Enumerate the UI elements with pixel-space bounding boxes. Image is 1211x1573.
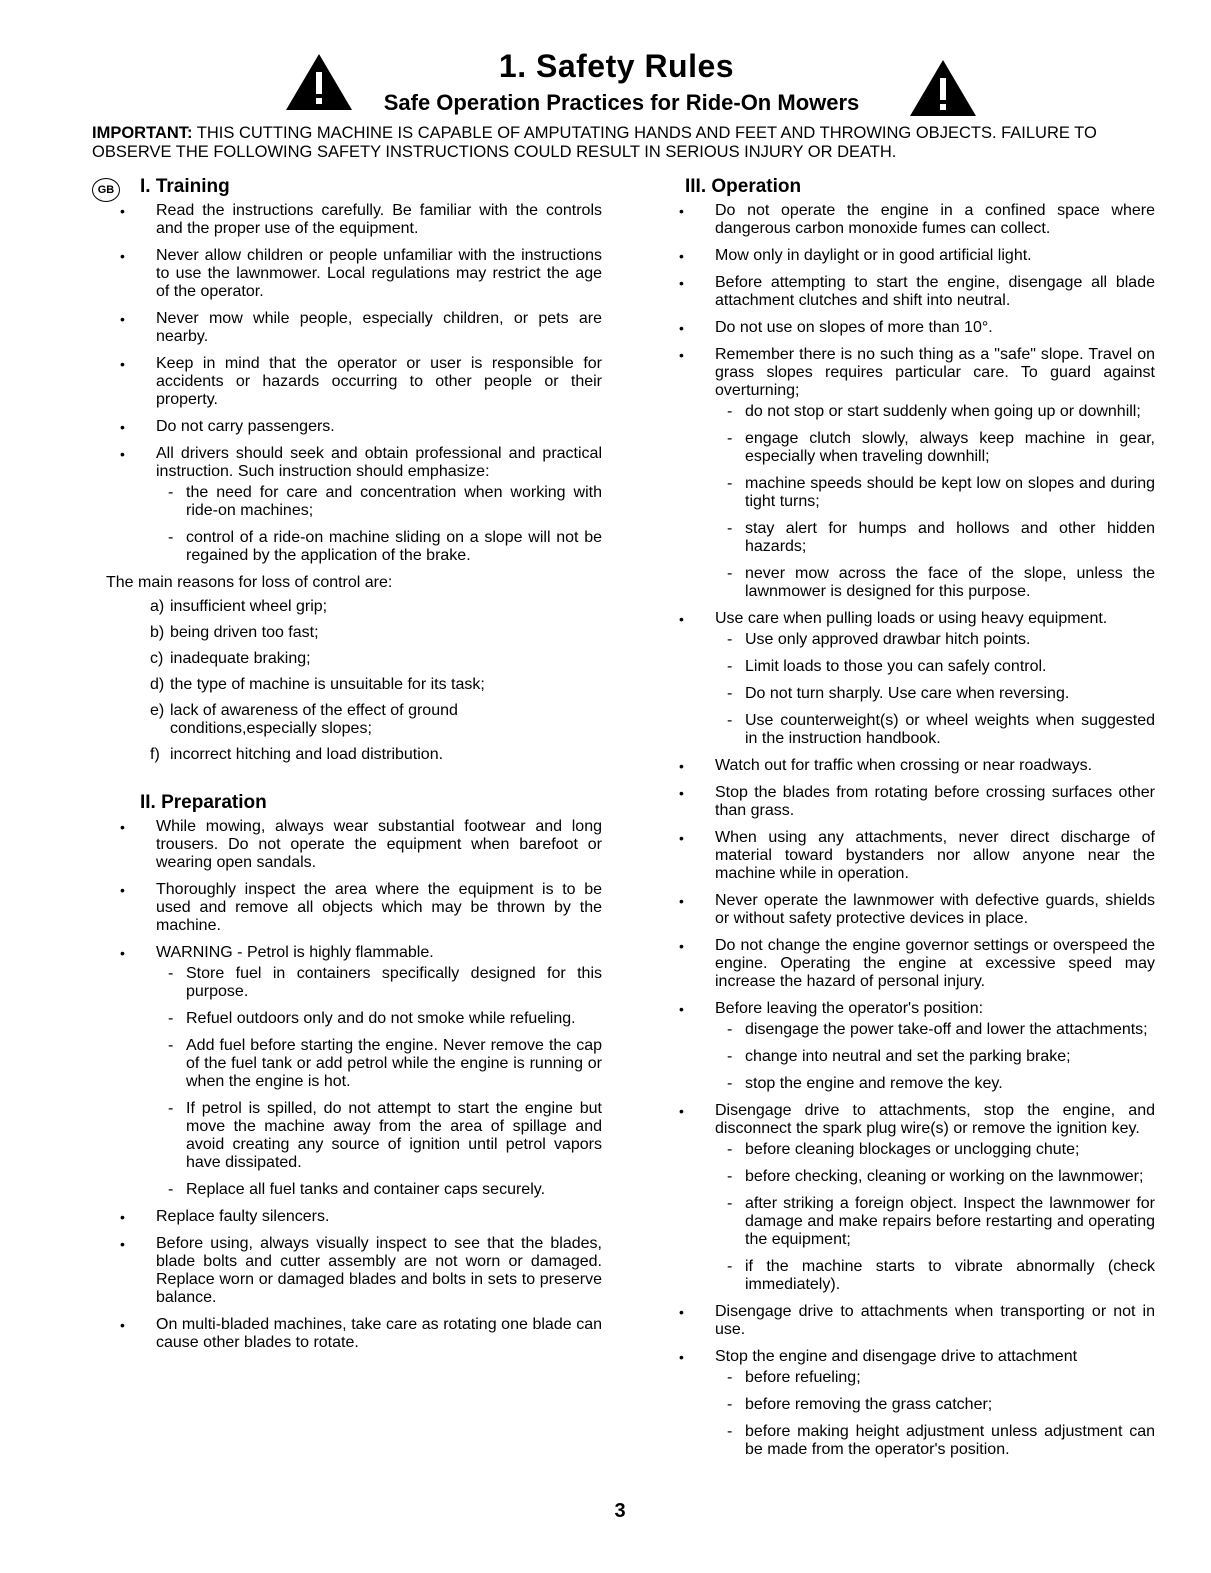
sub-list-item: - Store fuel in containers specifically designed for this purpose. xyxy=(156,965,602,1001)
sub-list-item: - before refueling; xyxy=(715,1369,1155,1387)
list-item: • While mowing, always wear substantial footwear and long trousers. Do not operate the equipment when barefoot or wearing open sandals. xyxy=(118,818,602,872)
sub-list-item: - the need for care and concentration when working with ride-on machines; xyxy=(156,484,602,520)
list-item xyxy=(150,598,602,616)
sub-list-item: - stay alert for humps and hollows and other hidden hazards; xyxy=(715,520,1155,556)
list-item: • Never operate the lawnmower with defective guards, shields or without safety protective devices in place. xyxy=(677,892,1155,928)
item-label: d) xyxy=(150,676,165,693)
sub-list-item: - disengage the power take-off and lower the attachments; xyxy=(715,1021,1155,1039)
right-column xyxy=(677,178,1155,1468)
sub-list-item: - change into neutral and set the parking brake; xyxy=(715,1048,1155,1066)
list-item-text: WARNING - Petrol is highly flammable. xyxy=(156,944,434,961)
list-item: • Never allow children or people unfamiliar with the instructions to use the lawnmower. Local regulations may restrict the age of the operator. xyxy=(118,247,602,301)
list-item xyxy=(677,1348,1155,1459)
list-item xyxy=(677,1102,1155,1294)
list-item xyxy=(677,610,1155,748)
petrol-sublist xyxy=(156,965,602,1199)
list-item: • Watch out for traffic when crossing or near roadways. xyxy=(677,757,1155,775)
important-notice xyxy=(92,124,1162,162)
list-item: • Do not carry passengers. xyxy=(118,418,602,436)
sub-list-item: - Limit loads to those you can safely control. xyxy=(715,658,1155,676)
list-item: • Before using, always visually inspect to see that the blades, blade bolts and cutter assembly are not worn or damaged. Replace worn or damaged blades and bolts in sets to preserve balance. xyxy=(118,1235,602,1307)
reasons-intro: The main reasons for loss of control are: xyxy=(106,574,393,591)
sub-list-item: - if the machine starts to vibrate abnormally (check immediately). xyxy=(715,1258,1155,1294)
list-item-text: All drivers should seek and obtain professional and practical instruction. Such instruction should emphasize: xyxy=(156,445,602,480)
sub-list-item: - before checking, cleaning or working on the lawnmower; xyxy=(715,1168,1155,1186)
sub-list-item: - after striking a foreign object. Inspect the lawnmower for damage and make repairs before restarting and operating the equipment; xyxy=(715,1195,1155,1249)
list-item xyxy=(677,346,1155,601)
list-item: • Read the instructions carefully. Be familiar with the controls and the proper use of the equipment. xyxy=(118,202,602,238)
sub-list-item: - Do not turn sharply. Use care when reversing. xyxy=(715,685,1155,703)
sub-list-item: - before removing the grass catcher; xyxy=(715,1396,1155,1414)
sub-list-item: - before cleaning blockages or unclogging chute; xyxy=(715,1141,1155,1159)
stop-engine-sublist xyxy=(715,1369,1155,1459)
sub-list-item: - Use counterweight(s) or wheel weights when suggested in the instruction handbook. xyxy=(715,712,1155,748)
sub-list-item: - machine speeds should be kept low on slopes and during tight turns; xyxy=(715,475,1155,511)
list-item-text: Disengage drive to attachments, stop the engine, and disconnect the spark plug wire(s) or remove the ignition key. xyxy=(715,1102,1155,1137)
important-label: IMPORTANT: xyxy=(92,124,193,142)
item-label: a) xyxy=(150,598,165,615)
list-item xyxy=(150,624,602,642)
list-item xyxy=(150,676,602,694)
item-label: c) xyxy=(150,650,164,667)
list-item: • Mow only in daylight or in good artificial light. xyxy=(677,247,1155,265)
preparation-list xyxy=(118,818,602,1352)
item-text: insufficient wheel grip; xyxy=(170,598,328,615)
list-item xyxy=(150,702,602,738)
item-text: being driven too fast; xyxy=(170,624,319,641)
item-label: e) xyxy=(150,702,165,719)
leaving-sublist xyxy=(715,1021,1155,1093)
list-item: • Replace faulty silencers. xyxy=(118,1208,602,1226)
list-item xyxy=(118,445,602,565)
page-number: 3 xyxy=(614,1500,626,1522)
list-item: • Do not change the engine governor settings or overspeed the engine. Operating the engine at excessive speed may increase the hazard of personal injury. xyxy=(677,937,1155,991)
reasons-list xyxy=(118,598,602,764)
list-item xyxy=(150,650,602,668)
sub-list-item: - never mow across the face of the slope, unless the lawnmower is designed for this purpose. xyxy=(715,565,1155,601)
page-subtitle: Safe Operation Practices for Ride-On Mowers xyxy=(383,90,860,115)
list-item: • Stop the blades from rotating before crossing surfaces other than grass. xyxy=(677,784,1155,820)
loads-sublist xyxy=(715,631,1155,748)
training-list xyxy=(118,202,602,565)
list-item: • On multi-bladed machines, take care as rotating one blade can cause other blades to rotate. xyxy=(118,1316,602,1352)
sub-list-item: - Replace all fuel tanks and container caps securely. xyxy=(156,1181,602,1199)
list-item: • Do not use on slopes of more than 10°. xyxy=(677,319,1155,337)
item-text: lack of awareness of the effect of ground conditions,especially slopes; xyxy=(170,702,458,737)
list-item-text: Remember there is no such thing as a "safe" slope. Travel on grass slopes requires particular care. To guard against overturning; xyxy=(715,346,1155,399)
operation-heading: III. Operation xyxy=(685,176,802,197)
sub-list-item: - Refuel outdoors only and do not smoke while refueling. xyxy=(156,1010,602,1028)
sub-list-item: - engage clutch slowly, always keep machine in gear, especially when traveling downhill; xyxy=(715,430,1155,466)
page-title: 1. Safety Rules xyxy=(498,48,735,84)
list-item: • Never mow while people, especially children, or pets are nearby. xyxy=(118,310,602,346)
list-item-text: Use care when pulling loads or using heavy equipment. xyxy=(715,610,1108,627)
sub-list-item: - control of a ride-on machine sliding on a slope will not be regained by the application of the brake. xyxy=(156,529,602,565)
sub-list-item: - Add fuel before starting the engine. Never remove the cap of the fuel tank or add petrol while the engine is running or when the engine is hot. xyxy=(156,1037,602,1091)
list-item: • When using any attachments, never direct discharge of material toward bystanders nor allow anyone near the machine while in operation. xyxy=(677,829,1155,883)
list-item xyxy=(677,1000,1155,1093)
slope-sublist xyxy=(715,403,1155,601)
list-item: • Disengage drive to attachments when transporting or not in use. xyxy=(677,1303,1155,1339)
item-text: incorrect hitching and load distribution. xyxy=(170,746,444,763)
sub-list-item: - If petrol is spilled, do not attempt to start the engine but move the machine away from the area of spillage and avoid creating any source of ignition until petrol vapors have dissipated. xyxy=(156,1100,602,1172)
list-item: • Keep in mind that the operator or user is responsible for accidents or hazards occurring to other people or their property. xyxy=(118,355,602,409)
sub-list-item: - Use only approved drawbar hitch points. xyxy=(715,631,1155,649)
training-heading: I. Training xyxy=(140,176,230,197)
list-item-text: Before leaving the operator's position: xyxy=(715,1000,984,1017)
item-text: the type of machine is unsuitable for its task; xyxy=(170,676,485,693)
important-text: THIS CUTTING MACHINE IS CAPABLE OF AMPUTATING HANDS AND FEET AND THROWING OBJECTS. FAILURE TO OBSERVE THE FOLLOWING SAFETY INSTRUCTIONS COULD RESULT IN SERIOUS INJURY OR DEATH. xyxy=(92,124,1097,161)
item-label: b) xyxy=(150,624,165,641)
preparation-heading: II. Preparation xyxy=(140,792,267,813)
disengage-sublist xyxy=(715,1141,1155,1294)
sub-list-item: - stop the engine and remove the key. xyxy=(715,1075,1155,1093)
operation-list xyxy=(677,202,1155,1459)
training-sublist xyxy=(156,484,602,565)
list-item: • Do not operate the engine in a confined space where dangerous carbon monoxide fumes can collect. xyxy=(677,202,1155,238)
list-item: • Thoroughly inspect the area where the equipment is to be used and remove all objects which may be thrown by the machine. xyxy=(118,881,602,935)
list-item xyxy=(118,944,602,1199)
item-text: inadequate braking; xyxy=(170,650,311,667)
list-item: • Before attempting to start the engine, disengage all blade attachment clutches and shift into neutral. xyxy=(677,274,1155,310)
item-label: f) xyxy=(150,746,160,763)
language-badge: GB xyxy=(92,178,120,202)
list-item xyxy=(150,746,602,764)
list-item-text: Stop the engine and disengage drive to attachment xyxy=(715,1348,1078,1365)
sub-list-item: - before making height adjustment unless adjustment can be made from the operator's position. xyxy=(715,1423,1155,1459)
sub-list-item: - do not stop or start suddenly when going up or downhill; xyxy=(715,403,1155,421)
